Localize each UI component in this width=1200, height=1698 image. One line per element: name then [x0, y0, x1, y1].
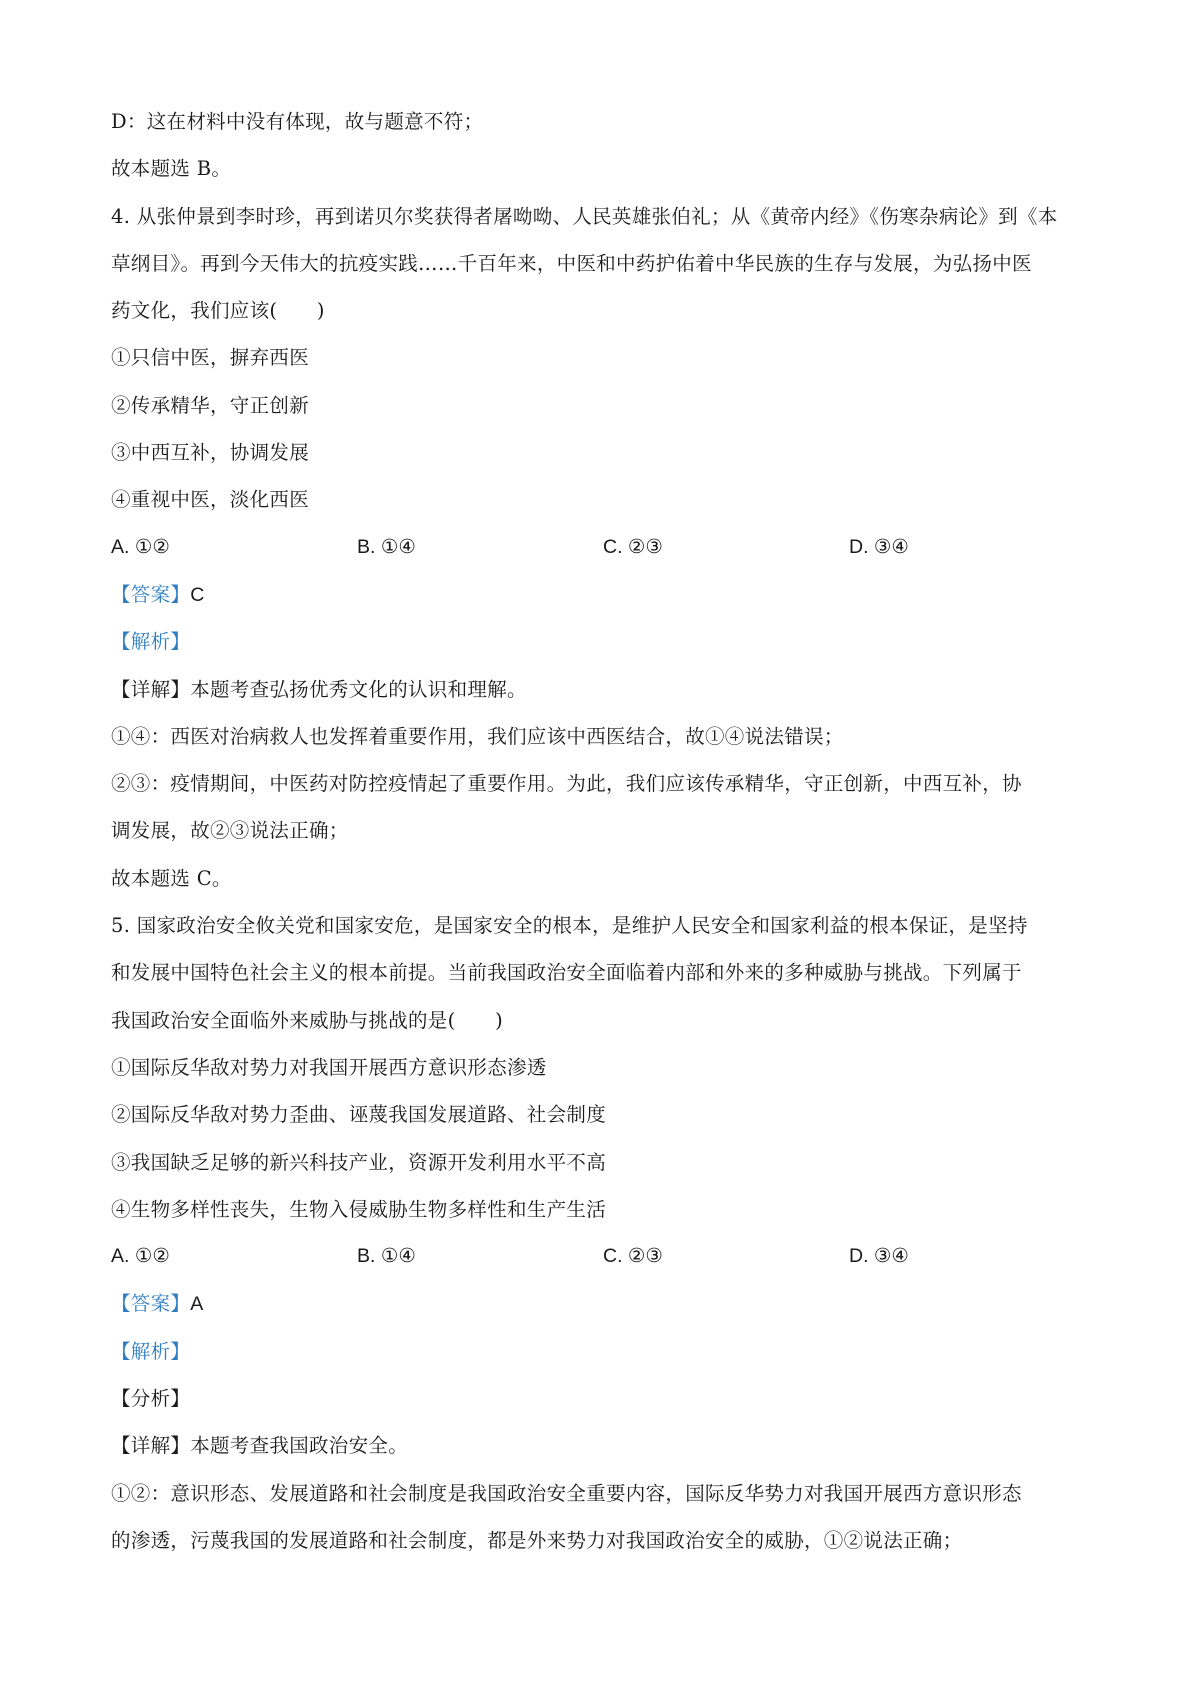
- q4-detail-line: ②③：疫情期间，中医药对防控疫情起了重要作用。为此，我们应该传承精华，守正创新，中西互补，协: [111, 772, 1022, 796]
- q5-answer-tag: 【答案】: [111, 1292, 191, 1316]
- q5-statement-2: ②国际反华敌对势力歪曲、诬蔑我国发展道路、社会制度: [111, 1103, 607, 1127]
- q4-option-a: A. ①②: [111, 535, 170, 558]
- q5-answer-value: A: [190, 1293, 204, 1316]
- q4-stem-line: 药文化，我们应该( ): [111, 299, 325, 323]
- question-4: [111, 193, 1101, 902]
- q5-answer: [111, 1280, 1101, 1327]
- q4-option-d: D. ③④: [849, 535, 909, 558]
- q4-detail-line: 故本题选 C。: [111, 866, 232, 890]
- prev-conclusion: 故本题选 B。: [111, 157, 232, 181]
- q5-statement-4: ④生物多样性丧失，生物入侵威胁生物多样性和生产生活: [111, 1197, 607, 1221]
- q4-detail-line: 【详解】本题考查弘扬优秀文化的认识和理解。: [111, 677, 527, 701]
- q5-stem-line: 5. 国家政治安全攸关党和国家安危，是国家安全的根本，是维护人民安全和国家利益的根本保证，是坚持: [111, 914, 1028, 938]
- q4-detail-line: 调发展，故②③说法正确；: [111, 819, 349, 843]
- q5-option-d: D. ③④: [849, 1245, 909, 1268]
- q4-options: [111, 524, 1101, 571]
- q4-answer: [111, 571, 1101, 618]
- q5-stem-line: 和发展中国特色社会主义的根本前提。当前我国政治安全面临着内部和外来的多种威胁与挑战。下列属于: [111, 961, 1022, 985]
- page-content: [111, 98, 1101, 1564]
- q4-statement-1: ①只信中医，摒弃西医: [111, 346, 310, 370]
- prev-option-d-explanation: D：这在材料中没有体现，故与题意不符；: [111, 110, 484, 133]
- q4-answer-tag: 【答案】: [111, 582, 191, 606]
- q4-option-c: C. ②③: [603, 535, 663, 558]
- q4-answer-value: C: [190, 583, 205, 606]
- q5-detail-line: ①②：意识形态、发展道路和社会制度是我国政治安全重要内容，国际反华势力对我国开展西方意识形态: [111, 1481, 1022, 1505]
- q4-detail-line: ①④：西医对治病救人也发挥着重要作用，我们应该中西医结合，故①④说法错误；: [111, 724, 844, 748]
- q5-option-c: C. ②③: [603, 1245, 663, 1268]
- q4-statement-4: ④重视中医，淡化西医: [111, 488, 310, 512]
- q5-option-b: B. ①④: [357, 1245, 416, 1268]
- q5-detail-line: 【详解】本题考查我国政治安全。: [111, 1434, 409, 1458]
- q4-stem-line: 4. 从张仲景到李时珍，再到诺贝尔奖获得者屠呦呦、人民英雄张伯礼；从《黄帝内经》《伤寒杂病论》到《本: [111, 204, 1058, 228]
- q5-option-a: A. ①②: [111, 1245, 170, 1268]
- q5-analysis-tag: 【解析】: [111, 1339, 191, 1363]
- q5-options: [111, 1233, 1101, 1280]
- question-5: [111, 902, 1101, 1564]
- q4-option-b: B. ①④: [357, 535, 416, 558]
- q5-detail-line: 【分析】: [111, 1387, 191, 1411]
- q4-analysis-tag: 【解析】: [111, 630, 191, 654]
- q5-stem-line: 我国政治安全面临外来威胁与挑战的是( ): [111, 1008, 504, 1032]
- q4-stem-line: 草纲目》。再到今天伟大的抗疫实践……千百年来，中医和中药护佑着中华民族的生存与发展，为弘扬中医: [111, 251, 1032, 275]
- q4-statement-3: ③中西互补，协调发展: [111, 441, 310, 465]
- q5-detail-line: 的渗透，污蔑我国的发展道路和社会制度，都是外来势力对我国政治安全的威胁，①②说法正确；: [111, 1528, 963, 1552]
- q5-statement-1: ①国际反华敌对势力对我国开展西方意识形态渗透: [111, 1055, 547, 1079]
- q5-statement-3: ③我国缺乏足够的新兴科技产业，资源开发利用水平不高: [111, 1150, 607, 1174]
- q4-statement-2: ②传承精华，守正创新: [111, 393, 310, 417]
